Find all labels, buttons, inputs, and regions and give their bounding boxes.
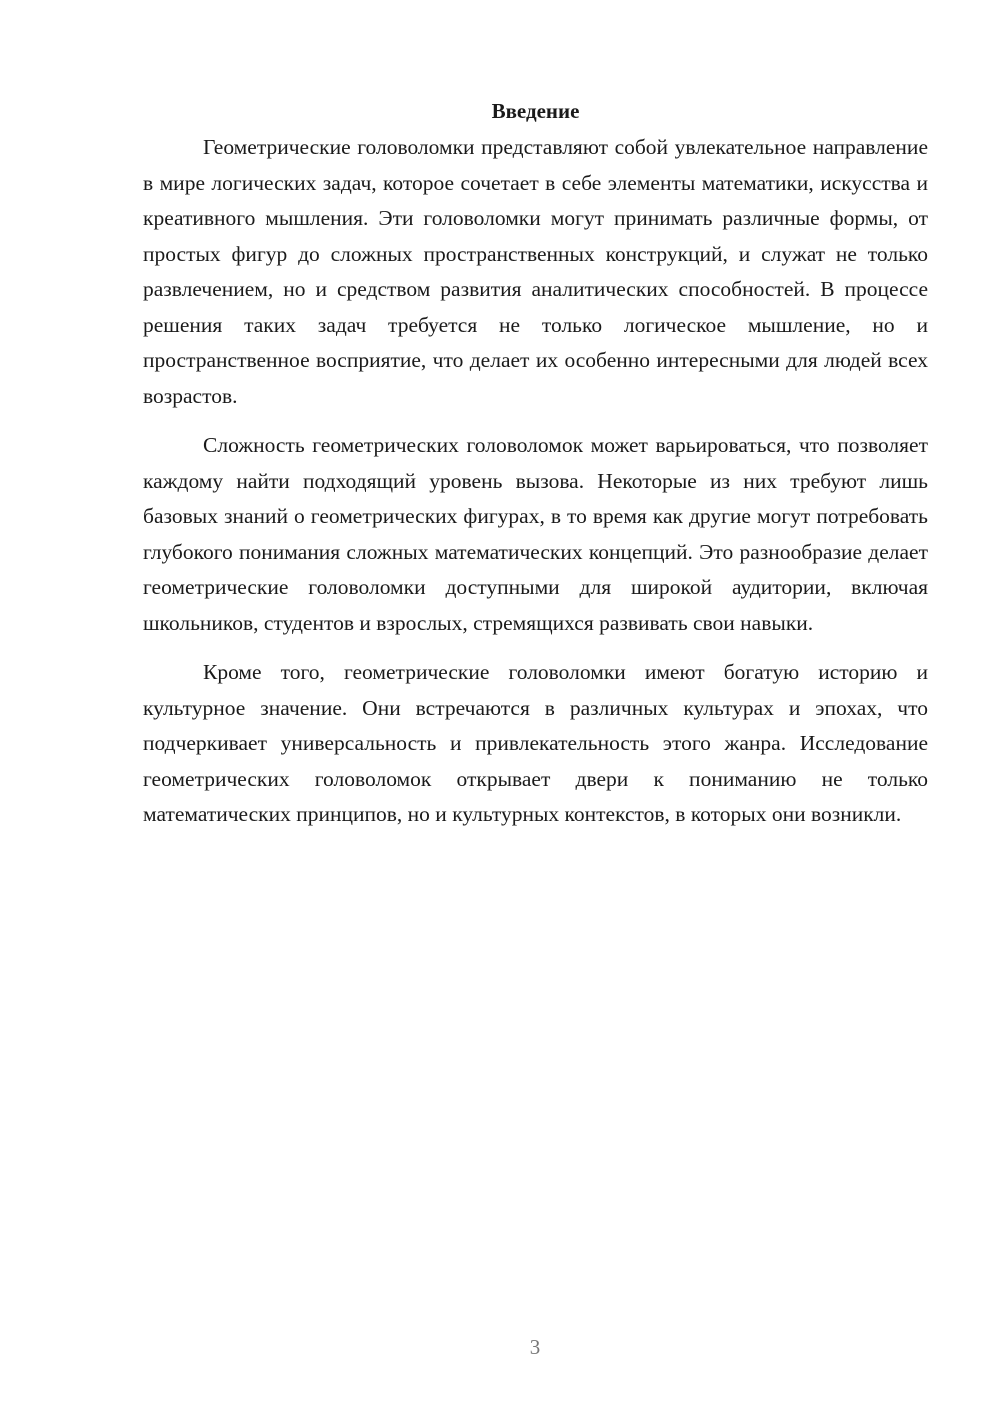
page-number: 3: [529, 1335, 541, 1359]
section-heading: Введение: [491, 99, 580, 123]
paragraph-1: Геометрические головоломки представляют собой увлекательное направление в мире логических задач, которое сочетает в себе элементы математики, искусства и креативного мышления. Эти головоломки могут принимать различные формы, от простых фигур до сложных пространственных конструкций, и служат не только развлечением, но и средством развития аналитических способностей. В процессе решения таких задач требуется не только логическое мышление, но и пространственное восприятие, что делает их особенно интересными для людей всех возрастов.: [143, 135, 928, 408]
page-content: [143, 96, 928, 847]
paragraph-3: Кроме того, геометрические головоломки имеют богатую историю и культурное значение. Они встречаются в различных культурах и эпохах, что подчеркивает универсальность и привлекательность этого жанра. Исследование геометрических головоломок открывает двери к пониманию не только математических принципов, но и культурных контекстов, в которых они возникли.: [143, 660, 928, 826]
paragraph-2: Сложность геометрических головоломок может варьироваться, что позволяет каждому найти подходящий уровень вызова. Некоторые из них требуют лишь базовых знаний о геометрических фигурах, в то время как другие могут потребовать глубокого понимания сложных математических концепций. Это разнообразие делает геометрические головоломки доступными для широкой аудитории, включая школьников, студентов и взрослых, стремящихся развивать свои навыки.: [143, 433, 928, 635]
